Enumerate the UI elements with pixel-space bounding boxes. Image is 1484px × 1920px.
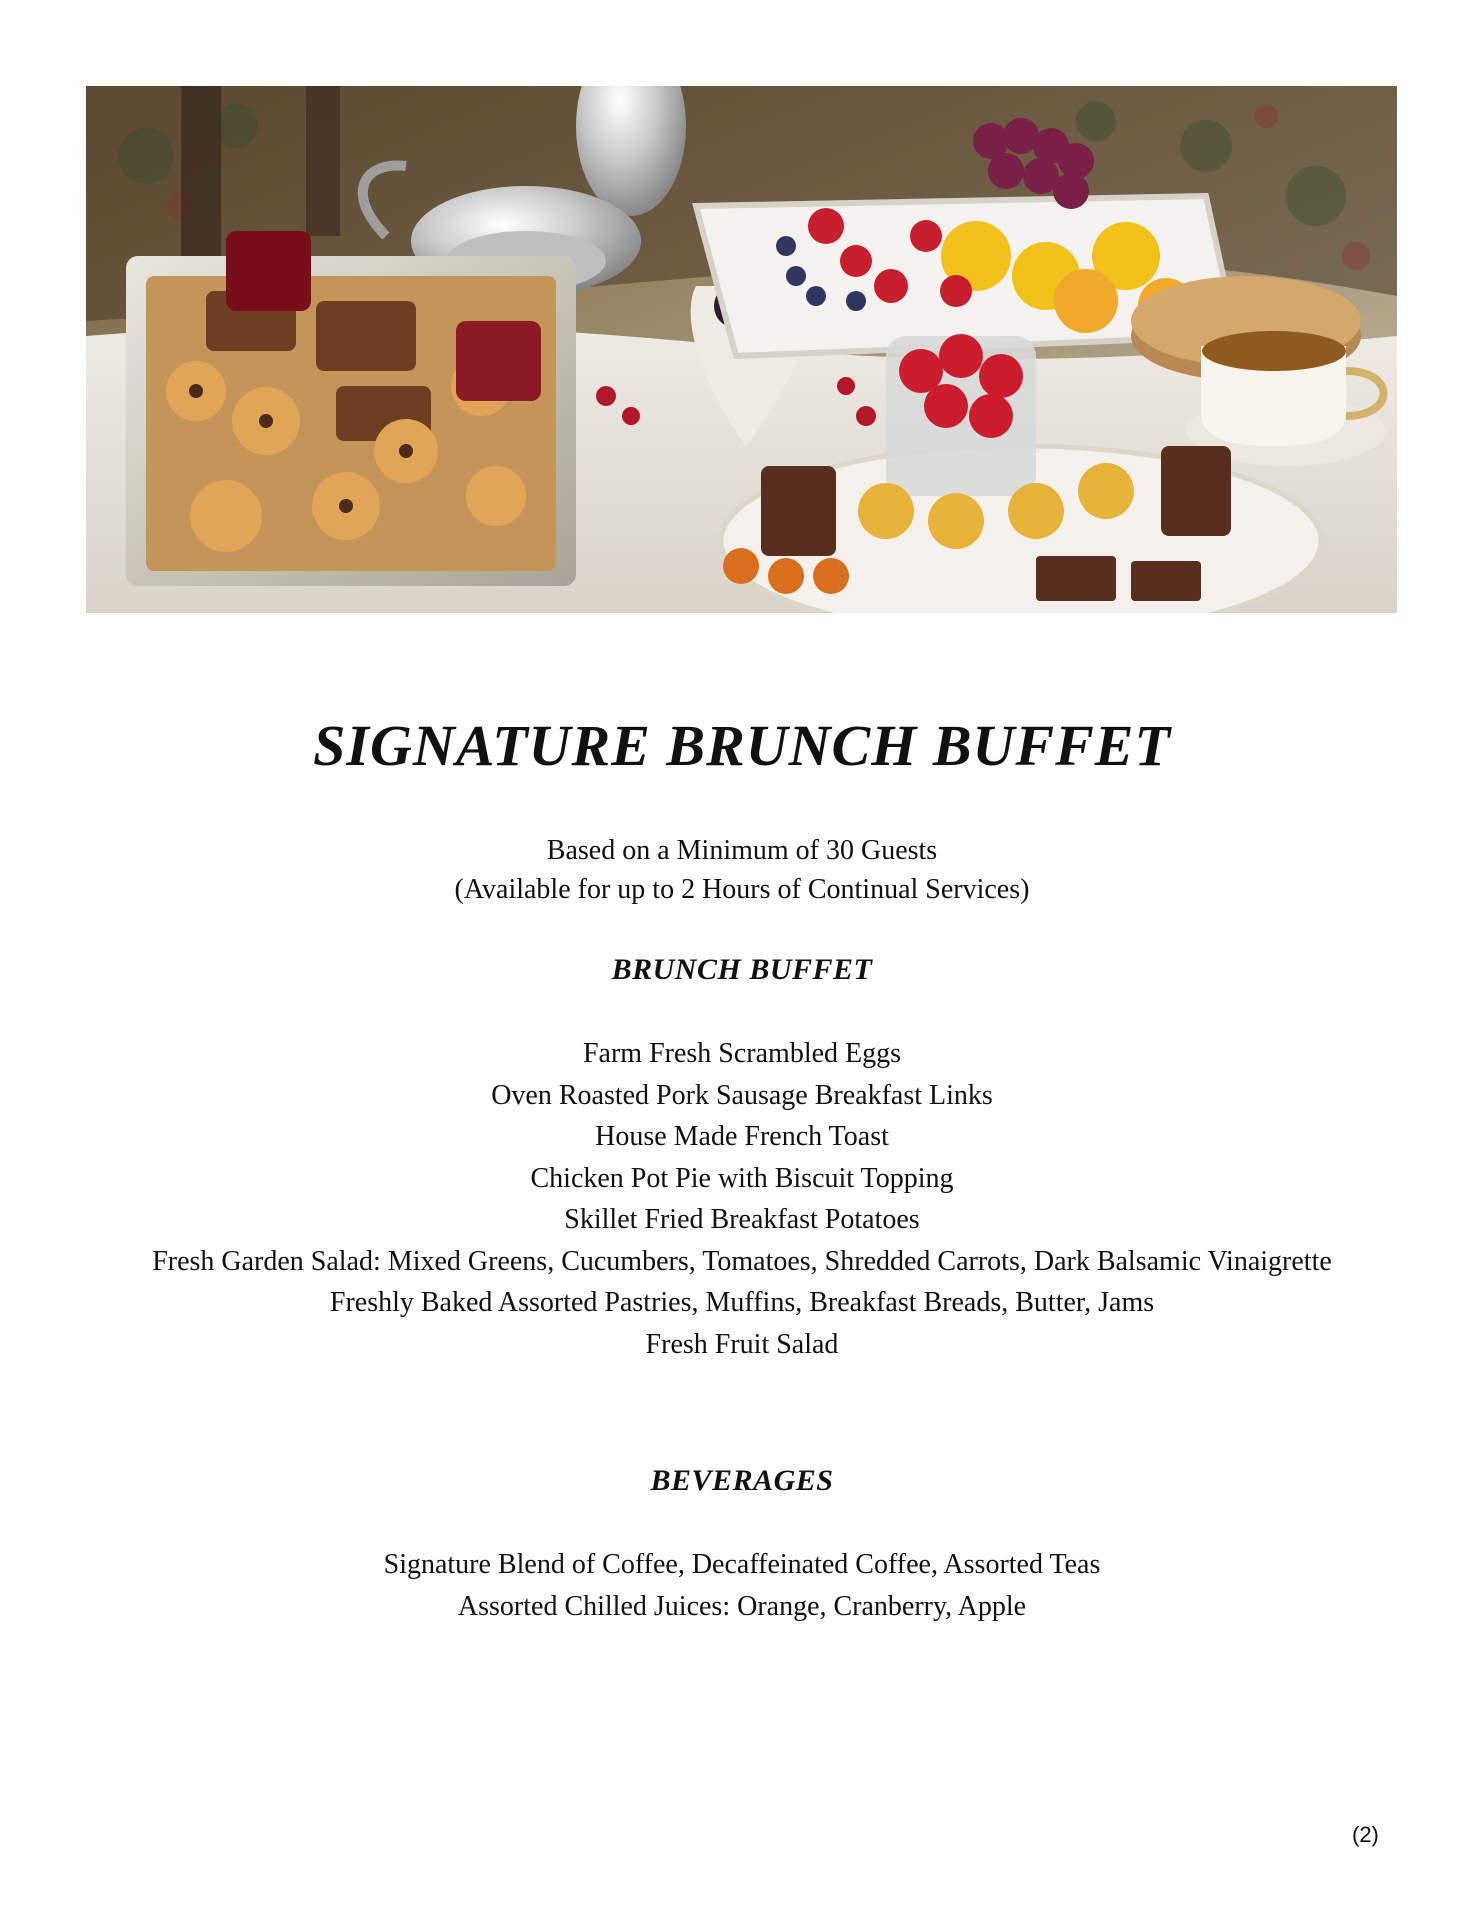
beverage-item: Assorted Chilled Juices: Orange, Cranberry, Apple (457, 1590, 1027, 1622)
beverage-items-list (0, 1544, 1484, 1627)
page-title: SIGNATURE BRUNCH BUFFET (313, 713, 1171, 778)
intro-block (0, 831, 1484, 909)
brunch-buffet-illustration (86, 86, 1397, 613)
menu-item: Fresh Garden Salad: Mixed Greens, Cucumbers, Tomatoes, Shredded Carrots, Dark Balsamic Vinaigrette (152, 1245, 1332, 1277)
page-number: (2) (1352, 1822, 1379, 1847)
beverages-heading: BEVERAGES (650, 1464, 834, 1497)
availability-text: (Available for up to 2 Hours of Continual Services) (454, 874, 1030, 905)
beverage-item: Signature Blend of Coffee, Decaffeinated Coffee, Assorted Teas (383, 1549, 1101, 1580)
menu-item: House Made French Toast (595, 1121, 889, 1152)
menu-item: Freshly Baked Assorted Pastries, Muffins, Breakfast Breads, Butter, Jams (329, 1287, 1155, 1318)
menu-item: Oven Roasted Pork Sausage Breakfast Links (491, 1079, 993, 1111)
menu-item: Skillet Fried Breakfast Potatoes (564, 1204, 920, 1235)
menu-item: Chicken Pot Pie with Biscuit Topping (530, 1162, 954, 1194)
hero-photo (86, 86, 1397, 613)
guest-minimum-text: Based on a Minimum of 30 Guests (546, 835, 938, 866)
brunch-items-list (0, 1033, 1484, 1365)
menu-item: Farm Fresh Scrambled Eggs (582, 1038, 902, 1069)
brunch-buffet-heading: BRUNCH BUFFET (611, 953, 873, 986)
menu-item: Fresh Fruit Salad (645, 1328, 839, 1360)
